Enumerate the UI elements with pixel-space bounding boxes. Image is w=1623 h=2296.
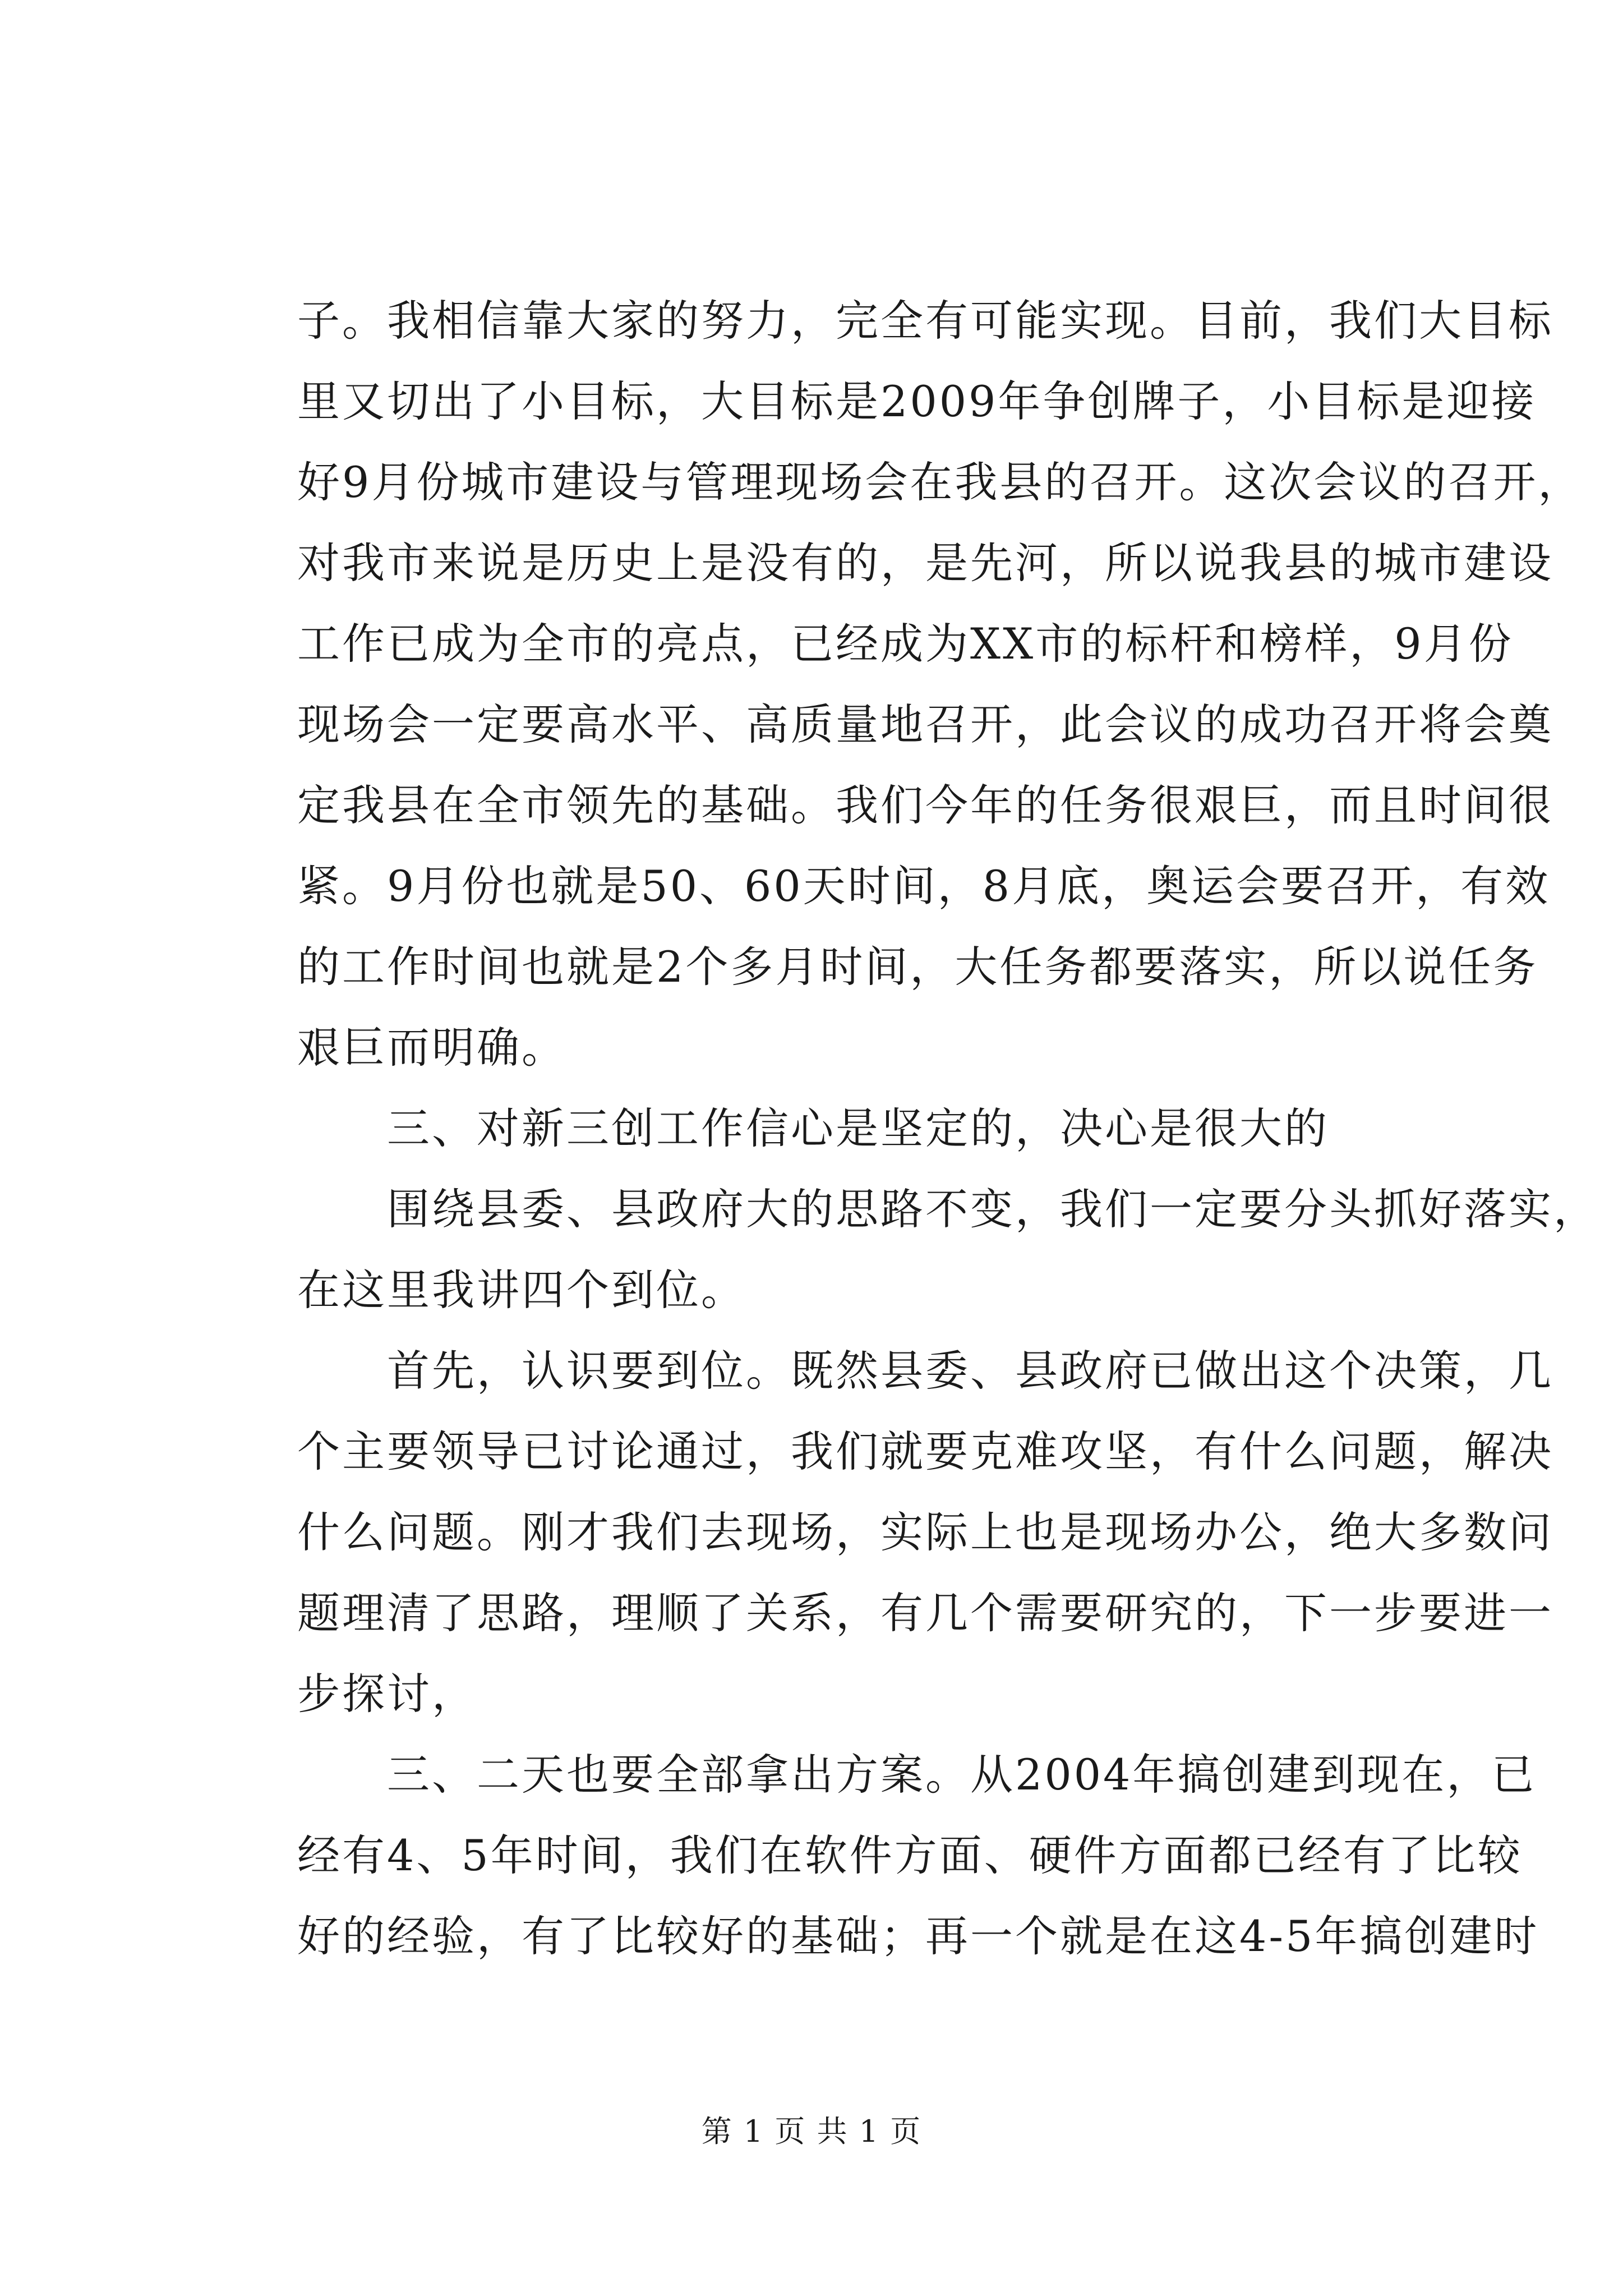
text-line: 好9月份城市建设与管理现场会在我县的召开。这次会议的召开， xyxy=(297,457,1583,507)
text-line: 围绕县委、县政府大的思路不变，我们一定要分头抓好落实， xyxy=(387,1184,1598,1234)
text-line: 艰巨而明确。 xyxy=(297,1023,566,1073)
text-line: 子。我相信靠大家的努力，完全有可能实现。目前，我们大目标 xyxy=(297,296,1553,346)
text-line: 什么问题。刚才我们去现场，实际上也是现场办公，绝大多数问 xyxy=(297,1507,1553,1557)
text-line: 现场会一定要高水平、高质量地召开，此会议的成功召开将会奠 xyxy=(297,700,1553,749)
text-line: 题理清了思路，理顺了关系，有几个需要研究的，下一步要进一 xyxy=(297,1588,1553,1638)
text-line: 的工作时间也就是2个多月时间，大任务都要落实，所以说任务 xyxy=(297,942,1538,992)
text-line: 个主要领导已讨论通过，我们就要克难攻坚，有什么问题，解决 xyxy=(297,1427,1553,1476)
section-heading: 三、对新三创工作信心是坚定的，决心是很大的 xyxy=(387,1103,1329,1153)
text-line: 紧。9月份也就是50、60天时间，8月底，奥运会要召开，有效 xyxy=(297,861,1551,911)
text-line: 好的经验，有了比较好的基础；再一个就是在这4-5年搞创建时 xyxy=(297,1911,1539,1961)
text-line: 工作已成为全市的亮点，已经成为XX市的标杆和榜样，9月份 xyxy=(297,619,1514,669)
text-line: 首先，认识要到位。既然县委、县政府已做出这个决策，几 xyxy=(387,1346,1553,1396)
text-line: 在这里我讲四个到位。 xyxy=(297,1265,746,1315)
text-line: 里又切出了小目标，大目标是2009年争创牌子，小目标是迎接 xyxy=(297,376,1537,426)
text-line: 定我县在全市领先的基础。我们今年的任务很艰巨，而且时间很 xyxy=(297,780,1553,830)
page-footer: 第 1 页 共 1 页 xyxy=(701,2114,922,2149)
text-line: 对我市来说是历史上是没有的，是先河，所以说我县的城市建设 xyxy=(297,538,1553,588)
text-line: 步探讨， xyxy=(297,1669,477,1719)
text-line: 经有4、5年时间，我们在软件方面、硬件方面都已经有了比较 xyxy=(297,1830,1523,1880)
text-line: 三、二天也要全部拿出方案。从2004年搞创建到现在，已 xyxy=(387,1750,1537,1800)
